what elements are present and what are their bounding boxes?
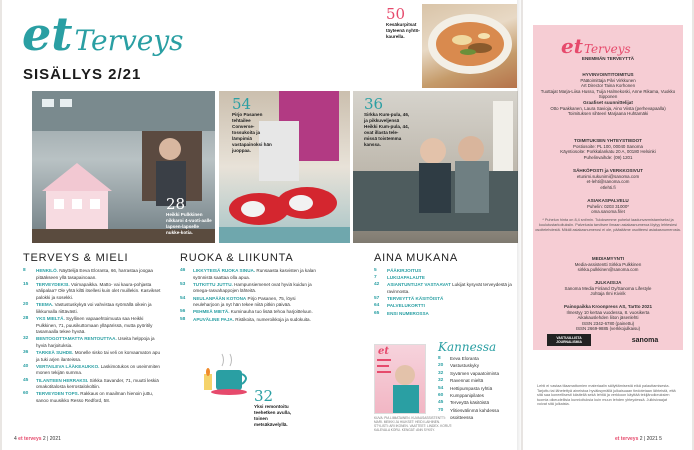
callout-54-text: Pirjo Pasanen tehtailee Converse-tossukoita ja lämpimiä vastapainoksi hän juoppaa. — [232, 112, 272, 153]
toc-entry[interactable]: 46 LIKKYTEISÄ RUOKA SINUA. Runsaasta kasvisten ja kalan syönnistä saattaa olla apua. — [180, 268, 316, 280]
right-footer — [615, 436, 662, 442]
toc-entry[interactable]: 40 VERTAILEVA LÄÄKEAUKKO. Laskimotukos on useimmiten monen tekijän summa. — [23, 363, 160, 376]
toc-entry[interactable]: 5 PÄÄKIRJOITUS — [374, 268, 422, 273]
section-title-aina-mukana: AINA MUKANA — [374, 252, 458, 264]
callout-50-number: 50 — [386, 5, 406, 23]
contents-title: SISÄLLYS 2/21 — [23, 66, 142, 83]
callout-28 — [166, 196, 212, 236]
cover-item[interactable]: 60 Kumppanipilates — [438, 392, 484, 398]
masthead-logo — [561, 34, 631, 58]
tea-illustration — [202, 348, 252, 408]
callout-28-number: 28 — [166, 195, 186, 213]
masthead-block-customer-service: ASIAKASPALVELU Puhelin: 0203 31000* oma.sanoma.fi/et — [587, 198, 629, 215]
cover-mini-logo: et — [378, 346, 389, 357]
cover-item[interactable]: 54 Hettipumpasta ryhtiä — [438, 385, 493, 391]
footer-brand-right: et terveys — [615, 436, 639, 442]
section-entries-terveys-mieli — [23, 268, 161, 405]
footer-issue-right: 2 | 2021 — [639, 436, 658, 442]
masthead-block-email: SÄHKÖPOSTI ja VERKKOSIVUT etunimi.sukunimi@sanoma.com et-lehti@sanoma.com etlehti.fi — [573, 168, 643, 190]
teacup-candle-icon — [202, 348, 252, 408]
masthead-logo-terveys: Terveys — [583, 42, 631, 56]
service-note: * Puhelun hinta on 8,4 snt/min. Tuloksemme puhelut laadunvarmistamiseksi ja koulutustarkoituksiin. Palvelusta tarvitsee ilmaan asiakasnumeroa löytyy lehtesiesi osoitelehdestä. Mikäli asiakasnumerosi ei ole, pääsitäme osoitteesi asiakasnumerosta. — [535, 218, 681, 232]
toc-entry[interactable]: 45 TILANTEEN HERRAKSI. Sirkka Savander, 71, muutti leskiä omakotitalosta kerrostalokoltiin. — [23, 377, 159, 390]
cover-item[interactable]: 20 Vastustuskyky — [438, 363, 480, 369]
magazine-logo — [22, 7, 184, 61]
toc-entry[interactable]: 8 HENKILÖ. Näyttelijä Eeva Eloranta, 66, harrastaa joogaa pitääkseen yllä tasapainoaan. — [23, 268, 153, 280]
right-page — [523, 0, 692, 450]
toc-entry[interactable]: 54 NEULANPÄÄN KOTONA Pirjo Pasanen, 75, löysi neuleharjoon ja nyt hän tekee niitä pitkin päivää. — [180, 295, 296, 308]
logo-terveys: Terveys — [74, 24, 184, 57]
cover-item[interactable]: 70 Ylitiesvälinmä kahdessa osoitteessa — [438, 407, 500, 420]
toc-entry[interactable]: 7 LUKIJAPALAUTE — [374, 275, 425, 281]
toc-entry[interactable]: 60 TERVEYDEN TOPS. Rakkaus on maailman hienoin juttu, sanoo muusikko Resso Redford, 58. — [23, 391, 154, 404]
page-number-left: 4 — [14, 436, 17, 442]
masthead-block-media-sales: MEDIAMYYNTI Media-assistentti Sirkka Pulkkinen sirkka.pulkkinen@sanoma.com — [574, 256, 642, 273]
cover-item[interactable]: 45 Terveyttä käsitöistä — [438, 400, 490, 406]
toc-entry[interactable]: 28 YKS MIELTÄ. Syyllinen vapaaehtoimuuta saa Heikki Pulkkinen, 71, puusikuttomaan ylläpärissä, mutta pyöritily tasamaalla tekee hyvää. — [23, 315, 153, 335]
zucchini-dish-image — [422, 4, 517, 88]
footer-brand-left: et terveys — [18, 436, 42, 442]
section-title-ruoka-liikunta: RUOKA & LIIKUNTA — [180, 252, 294, 264]
toc-entry[interactable]: 20 TEEMA. Vastustuskykyä voi vahvistaa syömällä oikein ja liikkumalla riittävästi. — [23, 302, 152, 314]
masthead-logo-et: et — [561, 34, 583, 58]
section-entries-aina-mukana — [374, 268, 514, 318]
cover-item[interactable]: 32 Syvämen vapaatoiminta — [438, 370, 500, 376]
masthead-footnote: Lehti ei vastaa tilaamattomien materiaalin säilyttämisestä eikä palauttamisesta. Tarjottu tai lähetettyä aineistoa hyväksymällä julkaisuaan tiedotetaan lähteistä, että sitä saa koneellisesti käsitellä sekä lehtiä ja verkkoon käyttää tekijänoikeuksien tuomia oikeudellisia kunnioituksia kuin muun lehden yhteydessä. Julkisivaajat voivat sitä julkaista. — [537, 384, 676, 407]
toc-entry[interactable]: 32 BENTOGOTTAMATTA RENTOUTTAA. Useita helppoja ja hyviä harjoituksia. — [23, 336, 155, 348]
callout-32 — [254, 388, 294, 428]
food-photo — [422, 4, 517, 88]
masthead-block-editorial: HYVINVOINTITOIMITUS Päätoimittaja Pilvi Virkkunen Art Director Taina Korhonen Tuottajat Marja-Liisa Husso, Tuija Halmekoski, Anne Rikama, Vuokko Sipponen Graafiset suunnittelijat Otto Paakkanen, Laura Savioja, Aino Viista (perhevapaalla) Toimituksen sihteeri Marjaana Huhtamäki — [540, 72, 676, 117]
toc-entry[interactable]: 58 APUVÄLINE PAJA. Ristikoita, numeroikkoja ja sudokuita. — [180, 316, 311, 322]
masthead-subtitle: ENEMMÄN TERVEYTTÄ — [581, 56, 635, 61]
toc-entry[interactable]: 65 ENSI NUMEROSSA — [374, 310, 429, 316]
callout-50 — [386, 6, 420, 40]
page-number-right: 5 — [659, 436, 662, 442]
callout-50-text: Kesäkurpitsat täyteenä nyhtö-kaurella. — [386, 22, 420, 39]
responsible-journalism-badge: VASTUULLISTA JOURNALISMIA — [547, 334, 591, 346]
footer-issue-left: 2 | 2021 — [42, 436, 61, 442]
callout-54 — [232, 96, 272, 154]
toc-entry[interactable]: 15 TERVEYDEKSI. Voimapaikka. Matto- vai kaura-pohjasta välipalaa? Ole yhtä kiltti itsellesi kuin olet muillekin. Kasvikset palokki ja sosekki. — [23, 281, 161, 300]
cover-title: Kannessa — [438, 340, 497, 354]
callout-28-text: Heikki Pulkkinen nikkaroi 4-vuoti-aalle lapsen-lapselle nukke-kotia. — [166, 212, 212, 235]
section-entries-ruoka-liikunta — [180, 268, 320, 324]
section-title-terveys-mieli: TERVEYS & MIELI — [23, 252, 129, 264]
logo-et: et — [22, 7, 73, 61]
masthead-block-contact: TOIMITUKSEN YHTEYSTIEDOT Postiosoite: PL 100, 00040 Sanoma Käyntiosoite: Porkkalankatu 20 A, 00180 Helsinki Puhelinvaihde: (09) 1201 — [560, 138, 656, 160]
callout-54-number: 54 — [232, 95, 252, 113]
cover-item[interactable]: 32 Ravennat mieltä — [438, 378, 484, 384]
toc-entry[interactable]: 42 ASIANTUNTIJAT VASTAAVAT Lukijat kysyvät terveydestä ja ravinnosta. — [374, 282, 512, 294]
left-page — [2, 0, 521, 450]
cover-list — [438, 356, 516, 422]
cover-item[interactable]: 8 Eeva Eloranta — [438, 356, 479, 361]
cover-credit: KUVA: PIA LIIMATAINEN. KUVAUSASSISTENTTI: MARI. MEIKKI JA HIUKSET: HEIDI LAIHINEN. STYLISTI: ARI IKONEN. VAATTEET: LINDEX. KORUT: KALEVALA KORU. KENGÄT: ANN SYKSY. — [374, 416, 452, 432]
toc-entry[interactable]: 53 TUTKITTU JUTTU. Hampunsiemenet ovat hyviä kuidun ja omega-rasvahappojen lähteitä. — [180, 281, 312, 294]
callout-36 — [364, 96, 410, 148]
callout-32-number: 32 — [254, 387, 274, 405]
toc-entry[interactable]: 64 PALVELUKORTTI — [374, 303, 425, 309]
callout-36-text: Sirkka Kum-pula, 46, ja pikkuveljensä Heikki Kum-pula, 44, ovat illasta tele-missä toistemma kanssa. — [364, 112, 410, 147]
callout-36-number: 36 — [364, 95, 384, 113]
toc-entry[interactable]: 56 PEHMEÄ MIETÄ. Kuminauha tuo lisää tehoa harjoitteluun. — [180, 309, 313, 315]
left-footer — [14, 436, 61, 442]
cover-thumbnail[interactable] — [374, 344, 426, 414]
masthead-block-publisher: JULKAISIJA Sanoma Media Finland Oy/Sanoma Lifestyle Johtaja Ilmi Kivirik — [564, 280, 652, 297]
masthead-block-print: Painopaikka Kroonpress AS, Tartto 2021 Ilmestyy 10 kertaa vuodessa, 8. vuosikerta Aikakauslehden liiton jäsenlehti ISSN 2342-6780 (painettu) ISSN 2669-9885 (verkkojulkaisu) — [563, 304, 653, 332]
sanoma-logo: sanoma — [631, 336, 659, 344]
toc-entry[interactable]: 36 TARKEÄ SUHDE. Monelle sisko tai veli on korvaamaton apu ja tuki arjen ilanteissa. — [23, 350, 161, 362]
callout-32-text: Yksi remontoitu teehetken avulla, toinen metsäkävelyllä. — [254, 404, 292, 427]
toc-entry[interactable]: 57 TERVEYTTÄ KÄSITÖISTÄ — [374, 296, 444, 302]
